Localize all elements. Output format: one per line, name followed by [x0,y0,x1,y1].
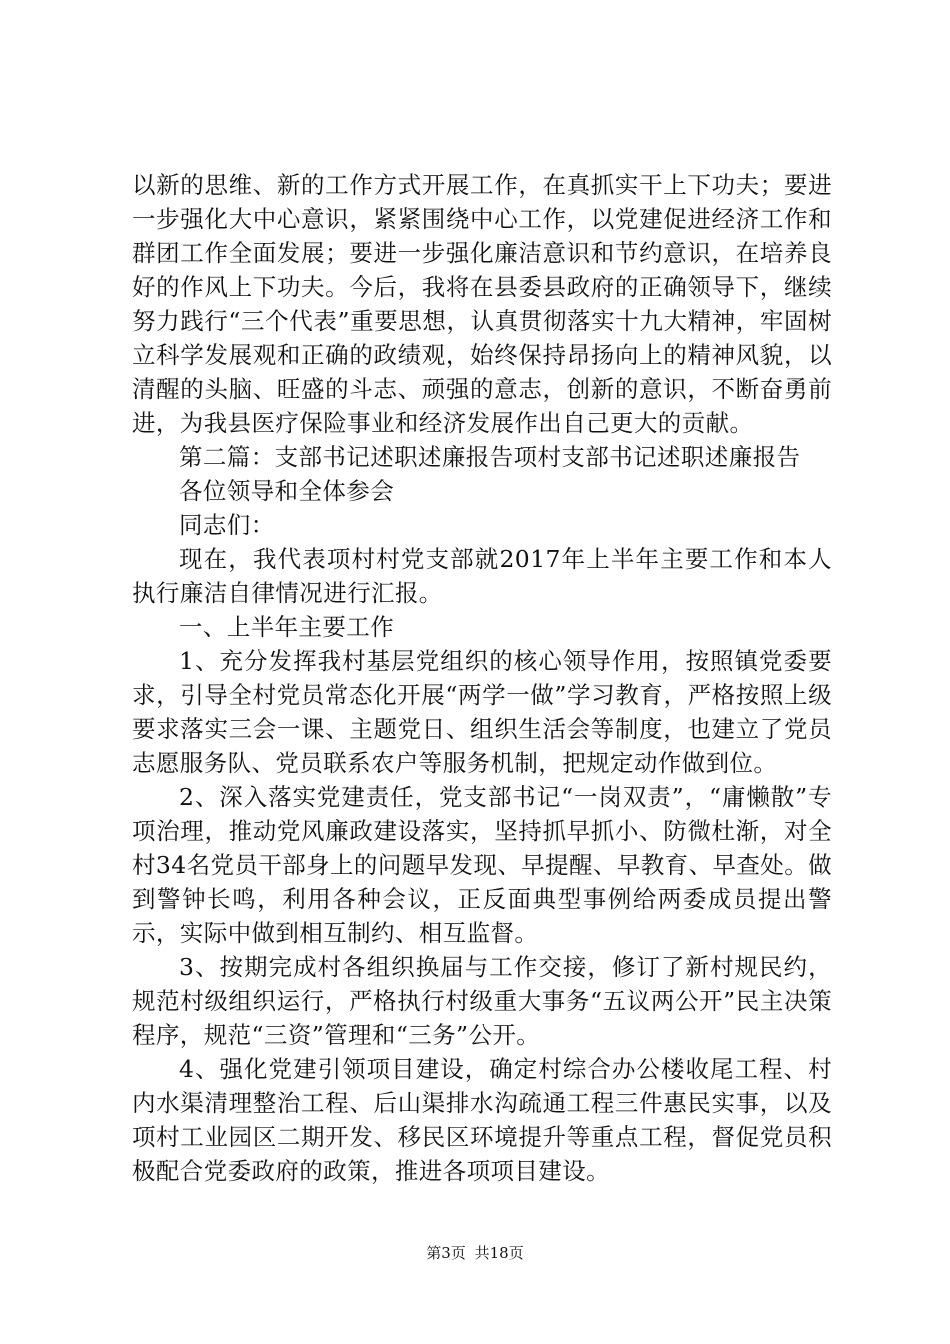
work-item-1: 1、充分发挥我村基层党组织的核心领导作用，按照镇党委要求，引导全村党员常态化开展“两学一做”学习教育，严格按照上级要求落实三会一课、主题党日、组织生活会等制度，也建立了党员志愿服务队、党员联系农户等服务机制，把规定动作做到位。 [132,647,832,777]
section-heading-main-work: 一、上半年主要工作 [179,613,395,641]
salutation-line-2: 同志们： [179,511,275,539]
intro-paragraph: 现在，我代表项村村党支部就2017年上半年主要工作和本人执行廉洁自律情况进行汇报。 [132,545,832,607]
work-item-3: 3、按期完成村各组织换届与工作交接，修订了新村规民约，规范村级组织运行，严格执行村级重大事务“五议两公开”民主决策程序，规范“三资”管理和“三务”公开。 [132,953,832,1049]
page-footer [0,1243,950,1263]
document-body [132,168,832,1188]
section-heading-second-article: 第二篇：支部书记述职述廉报告项村支部书记述职述廉报告 [179,443,801,471]
body-paragraph-continuation: 以新的思维、新的工作方式开展工作，在真抓实干上下功夫；要进一步强化大中心意识，紧紧围绕中心工作，以党建促进经济工作和群团工作全面发展；要进一步强化廉洁意识和节约意识，在培养良好的作风上下功夫。今后，我将在县委县政府的正确领导下，继续努力践行“三个代表”重要思想，认真贯彻落实十九大精神，牢固树立科学发展观和正确的政绩观，始终保持昂扬向上的精神风貌，以清醒的头脑、旺盛的斗志、顽强的意志，创新的意识，不断奋勇前进，为我县医疗保险事业和经济发展作出自己更大的贡献。 [132,171,832,437]
work-item-2: 2、深入落实党建责任，党支部书记“一岗双责”，“庸懒散”专项治理，推动党风廉政建设落实，坚持抓早抓小、防微杜渐，对全村34名党员干部身上的问题早发现、早提醒、早教育、早查处。做到警钟长鸣，利用各种会议，正反面典型事例给两委成员提出警示，实际中做到相互制约、相互监督。 [132,783,832,947]
page-number: 第3页 [426,1244,466,1262]
salutation-line-1: 各位领导和全体参会 [179,477,395,505]
page-total: 共18页 [474,1244,524,1262]
work-item-4: 4、强化党建引领项目建设，确定村综合办公楼收尾工程、村内水渠清理整治工程、后山渠排水沟疏通工程三件惠民实事，以及项村工业园区二期开发、移民区环境提升等重点工程，督促党员积极配合党委政府的政策，推进各项项目建设。 [132,1055,832,1185]
